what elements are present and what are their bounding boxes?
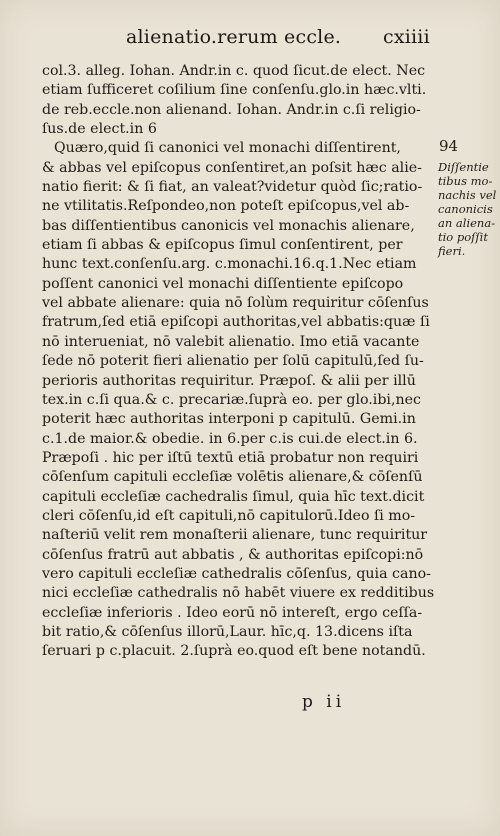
marginal-note-line: nachis vel bbox=[438, 188, 497, 202]
text-line: cōſenſus fratrū aut abbatis , & authoritas epiſcopi:nō bbox=[42, 546, 424, 563]
text-line: tex.in c.ſi qua.& c. precariæ.ſuprà eo. per glo.ibi,nec bbox=[42, 391, 421, 408]
text-line: de reb.eccle.non alienand. Iohan. Andr.in c.ſi religio- bbox=[42, 101, 421, 118]
text-line: naſteriū velit rem monaſterii alienare, tunc requiritur bbox=[42, 527, 428, 544]
marginal-note-line: canonicis bbox=[438, 202, 493, 216]
text-line: nō interueniat, nō valebit alienatio. Imo etiā vacante bbox=[42, 333, 420, 350]
text-line: bit ratio,& cōſenſus illorū,Laur. hīc,q. 13.dicens iſta bbox=[42, 623, 413, 640]
text-line: c.1.de maior.& obedie. in 6.per c.is cui.de elect.in 6. bbox=[42, 430, 418, 447]
marginal-note-line: Diſſentie bbox=[438, 160, 489, 174]
text-line: eccleſiæ inferioris . Ideo eorū nō intereſt, ergo ceſſa- bbox=[42, 604, 423, 621]
marginal-note-line: tibus mo- bbox=[438, 174, 493, 188]
text-line: hunc text.conſenſu.arg. c.monachi.16.q.1.Nec etiam bbox=[42, 256, 417, 273]
text-line: ne vtilitatis.Reſpondeo,non poteſt epiſcopus,vel ab- bbox=[42, 198, 410, 215]
main-text-block bbox=[42, 62, 434, 662]
marginal-note-line: tio poſſit bbox=[438, 230, 488, 244]
marginal-note-line: an aliena- bbox=[438, 216, 496, 230]
text-line: cōſenſum capituli eccleſiæ volētis alienare,& cōſenſū bbox=[42, 469, 423, 486]
text-line: cleri cōſenſu,id eſt capituli,nō capitulorū.Ideo ſi mo- bbox=[42, 507, 416, 524]
text-line: vero capituli eccleſiæ cathedralis cōſenſus, quia cano- bbox=[42, 565, 431, 582]
text-line: capituli eccleſiæ cachedralis ſimul, quia hīc text.dicit bbox=[42, 488, 425, 505]
text-line: vel abbate alienare: quia nō ſolùm requiritur cōſenſus bbox=[42, 295, 429, 312]
text-line: bas diſſentientibus canonicis vel monachis alienare, bbox=[42, 217, 415, 234]
folio-number: cxiiii bbox=[383, 26, 430, 48]
text-line: etiam ſi abbas & epiſcopus ſimul conſentirent, per bbox=[42, 237, 403, 254]
text-line: Præpoſi . hic per iſtū textū etiā probatur non requiri bbox=[42, 449, 419, 466]
text-line: ſeruari p c.placuit. 2.ſuprà eo.quod eſt bene notandū. bbox=[42, 643, 426, 660]
text-line: perioris authoritas requiritur. Præpoſ. & alii per illū bbox=[42, 372, 416, 389]
running-head: alienatio.rerum eccle. bbox=[126, 26, 342, 48]
marginal-number: 94 bbox=[439, 137, 459, 155]
text-line: nici eccleſiæ cathedralis nō habēt viuere ex redditibus bbox=[42, 585, 434, 602]
text-line: natio fierit: & ſi fiat, an valeat?videtur quòd ſic;ratio- bbox=[42, 179, 423, 196]
text-line: poterit hæc authoritas interponi p capitulū. Gemi.in bbox=[42, 411, 416, 428]
text-line: etiam ſufficeret coſilium ſine conſenſu.glo.in hæc.vlti. bbox=[42, 82, 427, 99]
text-line: Quæro,quid ſi canonici vel monachi diſſentirent, bbox=[54, 140, 401, 157]
text-line: ſus.de elect.in 6 bbox=[42, 121, 157, 138]
text-line: & abbas vel epiſcopus conſentiret,an poſsit hæc alie- bbox=[42, 159, 422, 176]
marginal-note bbox=[438, 160, 500, 258]
text-line: fratrum,ſed etiā epiſcopi authoritas,vel abbatis:quæ ſi bbox=[42, 314, 430, 331]
text-line: poſſent canonici vel monachi diſſentiente epiſcopo bbox=[42, 275, 404, 292]
signature-mark: p ii bbox=[302, 692, 346, 712]
text-line: col.3. alleg. Iohan. Andr.in c. quod ſicut.de elect. Nec bbox=[42, 63, 426, 79]
text-line: ſede nō poterit fieri alienatio per ſolū capitulū,ſed ſu- bbox=[42, 353, 424, 370]
marginal-note-line: fieri. bbox=[438, 244, 466, 258]
